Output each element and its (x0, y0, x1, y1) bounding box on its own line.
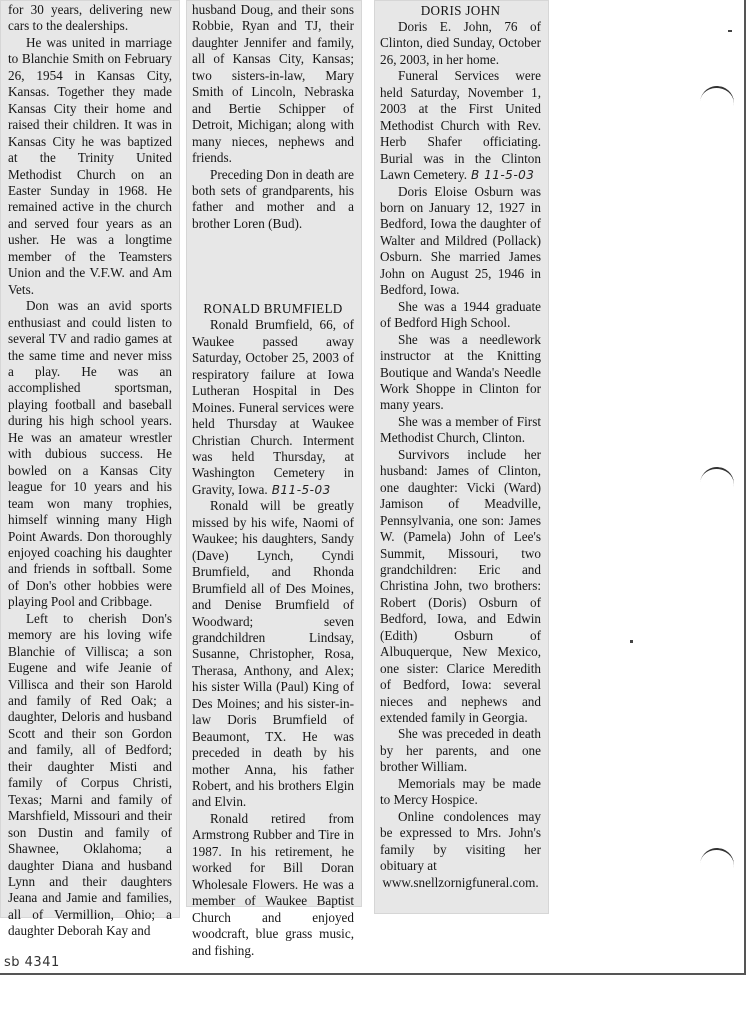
paragraph-text: Ronald Brumfield, 66, of Waukee passed away Saturday, October 25, 2003 of respiratory failure at Iowa Lutheran Hospital in Des Moines. Funeral services were held Thursday at Waukee Christian Church. Interment was held Thursday, at Washington Cemetery in Gravity, Iowa. (192, 317, 354, 497)
handwritten-date: B11-5-03 (271, 482, 331, 497)
obituary-heading-ronald-brumfield: RONALD BRUMFIELD (203, 301, 343, 317)
paragraph: She was preceded in death by her parents, and one brother William. (380, 726, 541, 775)
paragraph: She was a 1944 graduate of Bedford High School. (380, 298, 541, 331)
clipping-column-3 (374, 0, 549, 914)
paragraph: Doris E. John, 76 of Clinton, died Sunday, October 26, 2003, in her home. (380, 19, 541, 67)
paragraph: Doris Eloise Osburn was born on January 12, 1927 in Bedford, Iowa the daughter of Walter and Mildred (Pollack) Osburn. She married James John on August 25, 1946 in Bedford, Iowa. (380, 183, 541, 298)
paragraph: She was a needlework instructor at the Knitting Boutique and Wanda's Needle Work Shoppe in Clinton for many years. (380, 331, 541, 413)
clipping-column-2 (186, 0, 362, 958)
paragraph-text: Funeral Services were held Saturday, November 1, 2003 at the First United Methodist Church with Rev. Herb Shafer officiating. Burial was in the Clinton Lawn Cemetery. (380, 68, 541, 183)
archive-reference-number: sb 4341 (4, 955, 60, 970)
obituary-heading-doris-john: DORIS JOHN (420, 3, 501, 18)
scan-speck (728, 30, 732, 32)
paragraph: Preceding Don in death are both sets of grandparents, his father and mother and a brother Loren (Bud). (192, 166, 354, 231)
column-2-text (192, 2, 354, 959)
binder-hole-mark (698, 84, 736, 122)
column-3-text (380, 2, 541, 891)
paragraph: He was united in marriage to Blanchie Smith on February 26, 1954 in Kansas City, Kansas. Together they made Kansas City their home and raised their children. It was in Kansas City he was baptized at the Trinity United Methodist Church on an Easter Sunday in 1968. He remained active in the church and served four years as an usher. He was a longtime member of the Teamsters Union and the V.F.W. and Am Vets. (8, 34, 172, 297)
scan-speck (630, 640, 633, 643)
paragraph: for 30 years, delivering new cars to the dealerships. (8, 2, 172, 34)
page-edge-line (744, 0, 746, 975)
paragraph: husband Doug, and their sons Robbie, Ryan and TJ, their daughter Jennifer and family, all of Kansas City, Kansas; two sisters-in-law, Mary Smith of Lincoln, Nebraska and Bertie Schipper of Detroit, Michigan; along with many nieces, nephews and friends. (192, 2, 354, 166)
paragraph: Ronald will be greatly missed by his wife, Naomi of Waukee; his daughters, Sandy (Dave) Lynch, Cyndi Brumfield, and Rhonda Brumfield all of Des Moines, and Denise Brumfield of Woodward; seven grandchildren Lindsay, Susanne, Christopher, Rosa, Therasa, Anthony, and Alex; his sister Willa (Paul) King of Des Moines; and his sister-in-law Doris Brumfield of Beaumont, TX. He was preceded in death by his mother Anna, his father Robert, and his brothers Elgin and Elvin. (192, 498, 354, 810)
funeral-home-url: www.snellzornigfuneral.com. (382, 874, 539, 890)
paragraph (192, 317, 354, 498)
page-edge-line (0, 973, 746, 975)
binder-hole-mark (698, 846, 736, 884)
column-1-text (8, 2, 172, 940)
paragraph: Ronald retired from Armstrong Rubber and Tire in 1987. In his retirement, he worked for Bill Doran Wholesale Flowers. He was a member of Waukee Baptist Church and enjoyed woodcraft, blue grass music, and fishing. (192, 810, 354, 958)
clipping-column-1 (0, 0, 180, 939)
binder-hole-mark (698, 465, 736, 503)
paragraph: She was a member of First Methodist Church, Clinton. (380, 413, 541, 446)
paragraph: Don was an avid sports enthusiast and could listen to several TV and radio games at the same time and never miss a play. He was an accomplished sportsman, playing football and baseball during his high school years. He was an amateur wrestler with dubious success. He bowled on a Kansas City league for 10 years and his team won many trophies, himself winning many High Point Awards. Don thoroughly enjoyed coaching his daughter and friends in softball. Some of Don's other hobbies were playing Pool and Cribbage. (8, 298, 172, 610)
paragraph (380, 68, 541, 183)
paragraph: Survivors include her husband: James of Clinton, one daughter: Vicki (Ward) Jamison of Meadville, Pennsylvania, one son: James W. (Pamela) John of Lee's Summit, Missouri, two grandchildren: Eric and Christina John, two brothers: Robert (Doris) Osburn of Bedford, Iowa, and Edwin (Edith) Osburn of Albuquerque, New Mexico, one sister: Clarice Meredith of Bedford, Iowa: several nieces and nephews and extended family in Georgia. (380, 446, 541, 726)
paragraph: Online condolences may be expressed to Mrs. John's family by visiting her obituary at (380, 808, 541, 874)
paragraph: Left to cherish Don's memory are his loving wife Blanchie of Villisca; a son Eugene and wife Jeanie of Villisca and their son Harold and family of Red Oak; a daughter, Deloris and husband Scott and their son Gordon and family, all of Bedford; their daughter Misti and family of Corpus Christi, Texas; Marni and family of Marshfield, Missouri and their son Dustin and family of Shawnee, Oklahoma; a daughter Diana and husband Lynn and their daughters Jeana and Jamie and families, all of Vermillion, Ohio; a daughter Deborah Kay and (8, 610, 172, 939)
handwritten-date: B 11-5-03 (471, 168, 535, 183)
paragraph: Memorials may be made to Mercy Hospice. (380, 775, 541, 808)
